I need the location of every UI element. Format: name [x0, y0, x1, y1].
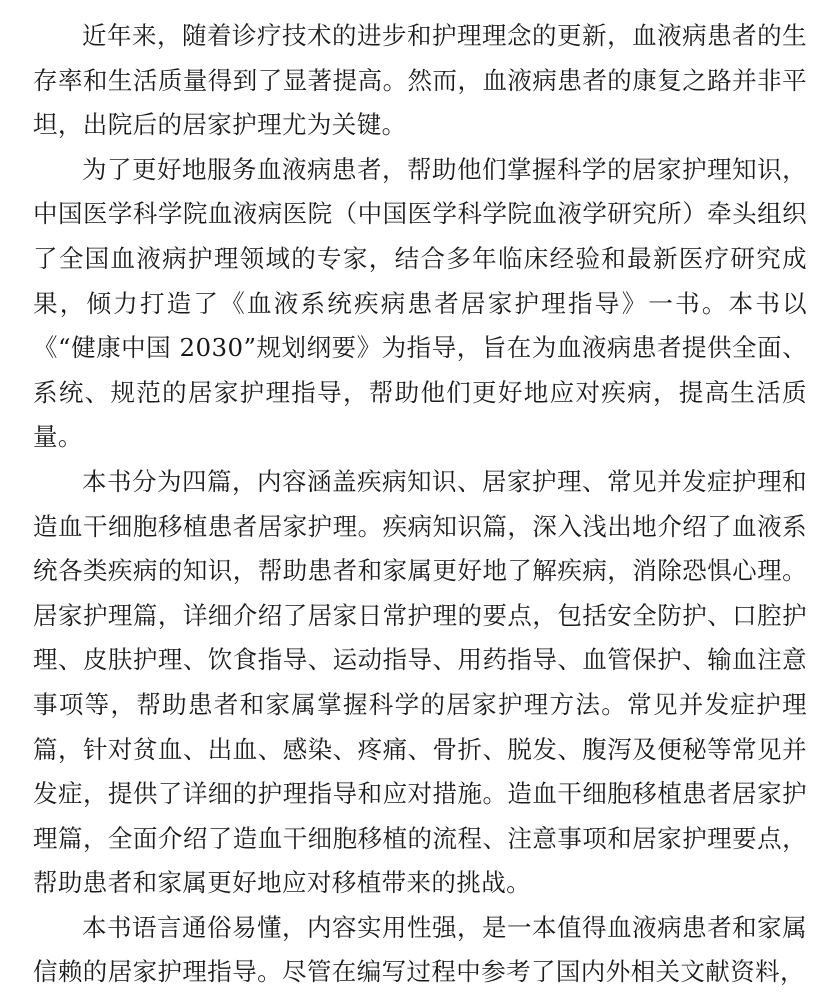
document-page — [33, 14, 807, 995]
paragraph-intro: 近年来，随着诊疗技术的进步和护理理念的更新，血液病患者的生存率和生活质量得到了显著提高。然而，血液病患者的康复之路并非平坦，出院后的居家护理尤为关键。 — [33, 21, 807, 140]
paragraph-structure: 本书分为四篇，内容涵盖疾病知识、居家护理、常见并发症护理和造血干细胞移植患者居家护理。疾病知识篇，深入浅出地介绍了血液系统各类疾病的知识，帮助患者和家属更好地了解疾病，消除恐惧心理。居家护理篇，详细介绍了居家日常护理的要点，包括安全防护、口腔护理、皮肤护理、饮食指导、运动指导、用药指导、血管保护、输血注意事项等，帮助患者和家属掌握科学的居家护理方法。常见并发症护理篇，针对贫血、出血、感染、疼痛、骨折、脱发、腹泻及便秘等常见并发症，提供了详细的护理指导和应对措施。造血干细胞移植患者居家护理篇，全面介绍了造血干细胞移植的流程、注意事项和居家护理要点，帮助患者和家属更好地应对移植带来的挑战。 — [33, 466, 807, 898]
paragraph-conclusion: 本书语言通俗易懂，内容实用性强，是一本值得血液病患者和家属信赖的居家护理指导。尽管在编写过程中参考了国内外相关文献资料， — [33, 912, 807, 987]
paragraph-purpose: 为了更好地服务血液病患者，帮助他们掌握科学的居家护理知识，中国医学科学院血液病医院（中国医学科学院血液学研究所）牵头组织了全国血液病护理领域的专家，结合多年临床经验和最新医疗研究成果，倾力打造了《血液系统疾病患者居家护理指导》一书。本书以《“健康中国 2030”规划纲要》为指导，旨在为血液病患者提供全面、系统、规范的居家护理指导，帮助他们更好地应对疾病，提高生活质量。 — [33, 154, 807, 452]
